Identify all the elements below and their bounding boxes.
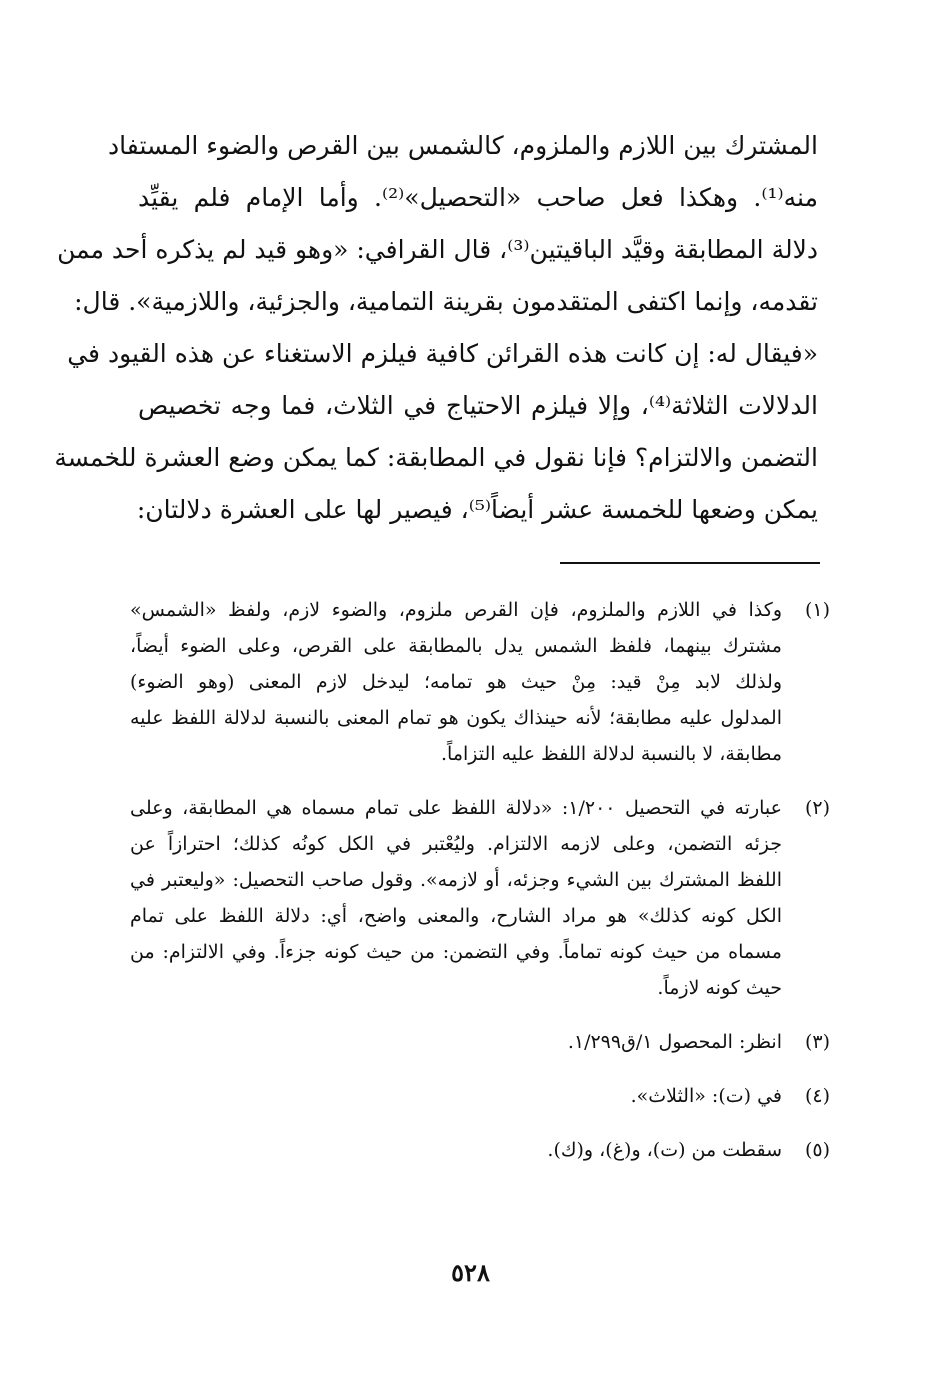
footnote-text xyxy=(130,1024,782,1060)
main-text-line: المشترك بين اللازم والملزوم، كالشمس بين القرص والضوء المستفاد xyxy=(108,131,818,160)
footnote-line: وكذا في اللازم والملزوم، فإن القرص ملزوم، والضوء لازم، ولفظ «الشمس» xyxy=(130,599,782,621)
footnote-text xyxy=(130,1078,782,1114)
footnote-line: ولذلك لابد مِنْ قيد: مِنْ حيث هو تمامه؛ ليدخل لازم المعنى (وهو الضوء) xyxy=(130,671,782,693)
footnote-4 xyxy=(130,1078,830,1114)
main-text-line: دلالة المطابقة وقيَّد الباقيتين⁽³⁾، قال القرافي: «وهو قيد لم يذكره أحد ممن xyxy=(57,235,818,264)
footnote-separator xyxy=(560,562,820,564)
footnote-line: مشترك بينهما، فلفظ الشمس يدل بالمطابقة على القرص، وعلى الضوء أيضاً، xyxy=(130,635,782,657)
footnote-number: (٢) xyxy=(804,797,830,819)
main-text-line: تقدمه، وإنما اكتفى المتقدمون بقرينة التمامية، والجزئية، واللازمية». قال: xyxy=(74,287,818,316)
footnote-line: اللفظ المشترك بين الشيء وجزئه، أو لازمه». وقول صاحب التحصيل: «وليعتبر في xyxy=(130,869,782,891)
footnote-text xyxy=(130,790,782,1006)
page-number: ٥٢٨ xyxy=(451,1258,490,1287)
footnote-number: (٥) xyxy=(804,1139,830,1161)
main-text-line: يمكن وضعها للخمسة عشر أيضاً⁽⁵⁾، فيصير لها على العشرة دلالتان: xyxy=(136,495,818,524)
footnote-number: (١) xyxy=(804,599,830,621)
footnote-line: سقطت من (ت)، و(غ)، و(ك). xyxy=(547,1139,782,1161)
main-text-line: الدلالات الثلاثة⁽⁴⁾، وإلا فيلزم الاحتياج في الثلاث، فما وجه تخصيص xyxy=(138,391,818,420)
footnote-text xyxy=(130,1132,782,1168)
footnote-line: حيث كونه لازماً. xyxy=(657,977,782,999)
main-text xyxy=(54,120,818,536)
main-text-line: «فيقال له: إن كانت هذه القرائن كافية فيلزم الاستغناء عن هذه القيود في xyxy=(67,339,818,368)
footnote-line: جزئه التضمن، وعلى لازمه الالتزام. وليُعْتبر في الكل كونُه كذلك؛ احترازاً عن xyxy=(130,833,782,855)
footnote-line: في (ت): «الثلاث». xyxy=(630,1085,782,1107)
footnote-text xyxy=(130,592,782,772)
footnote-line: مسماه من حيث كونه تماماً. وفي التضمن: من حيث كونه جزءاً. وفي الالتزام: من xyxy=(130,941,782,963)
footnote-number: (٤) xyxy=(804,1085,830,1107)
footnote-line: الكل كونه كذلك» هو مراد الشارح، والمعنى واضح، أي: دلالة اللفظ على تمام xyxy=(130,905,782,927)
footnote-line: عبارته في التحصيل ١/٢٠٠: «دلالة اللفظ على تمام مسماه هي المطابقة، وعلى xyxy=(130,797,782,819)
footnote-line: انظر: المحصول ١/ق١/٢٩٩. xyxy=(567,1031,782,1053)
footnote-3 xyxy=(130,1024,830,1060)
footnote-line: مطابقة، لا بالنسبة لدلالة اللفظ عليه التزاماً. xyxy=(440,743,782,765)
footnote-5 xyxy=(130,1132,830,1168)
footnote-2 xyxy=(130,790,830,1006)
footnote-line: المدلول عليه مطابقة؛ لأنه حينذاك يكون هو تمام المعنى بالنسبة لدلالة اللفظ عليه xyxy=(130,707,782,729)
footnote-number: (٣) xyxy=(804,1031,830,1053)
main-text-line: منه⁽¹⁾. وهكذا فعل صاحب «التحصيل»⁽²⁾. وأما الإمام فلم يقيِّد xyxy=(138,183,818,212)
main-text-line: التضمن والالتزام؟ فإنا نقول في المطابقة: كما يمكن وضع العشرة للخمسة xyxy=(54,443,818,472)
footnote-1 xyxy=(130,592,830,772)
footnotes xyxy=(130,592,830,1176)
